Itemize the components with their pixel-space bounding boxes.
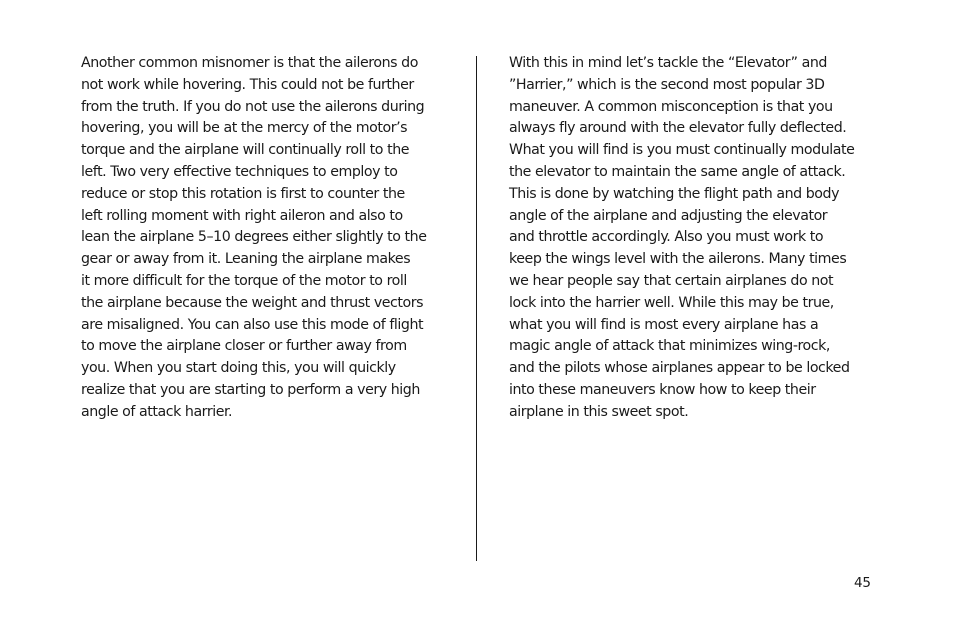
text-line: realize that you are starting to perform a very high — [81, 381, 420, 398]
text-line: angle of attack harrier. — [81, 403, 233, 420]
text-line: With this in mind let’s tackle the “Elevator” and — [509, 55, 827, 71]
text-line: airplane in this sweet spot. — [509, 403, 689, 420]
text-line: to move the airplane closer or further away from — [81, 338, 407, 355]
text-line: left. Two very effective techniques to employ to — [81, 163, 398, 180]
text-line: hovering, you will be at the mercy of the motor’s — [81, 120, 408, 137]
text-line: magic angle of attack that minimizes wing-rock, — [509, 338, 830, 355]
text-line: lean the airplane 5–10 degrees either slightly to the — [81, 229, 427, 246]
text-line: keep the wings level with the ailerons. Many times — [509, 251, 847, 268]
text-line: we hear people say that certain airplanes do not — [509, 272, 834, 289]
left-text-column — [81, 53, 431, 424]
text-line: left rolling moment with right aileron and also to — [81, 207, 403, 224]
text-line: the airplane because the weight and thrust vectors — [81, 294, 424, 311]
text-line: it more difficult for the torque of the motor to roll — [81, 272, 407, 289]
text-line: are misaligned. You can also use this mode of flight — [81, 316, 424, 333]
page-number: 45 — [854, 575, 871, 591]
text-line: maneuver. A common misconception is that you — [509, 98, 833, 115]
text-line: This is done by watching the flight path and body — [509, 185, 840, 202]
text-line: gear or away from it. Leaning the airplane makes — [81, 251, 411, 268]
text-line: what you will find is most every airplane has a — [509, 316, 819, 333]
column-divider — [476, 56, 477, 561]
text-line: torque and the airplane will continually roll to the — [81, 142, 410, 159]
text-line: always fly around with the elevator fully deflected. — [509, 120, 847, 137]
text-line: and throttle accordingly. Also you must work to — [509, 229, 824, 246]
text-line: ”Harrier,” which is the second most popular 3D — [509, 76, 825, 93]
text-line: from the truth. If you do not use the ailerons during — [81, 98, 425, 115]
right-text-column — [509, 53, 859, 424]
text-line: What you will find is you must continually modulate — [509, 142, 855, 159]
text-line: you. When you start doing this, you will quickly — [81, 360, 396, 377]
text-line: the elevator to maintain the same angle of attack. — [509, 163, 846, 180]
text-line: Another common misnomer is that the ailerons do — [81, 55, 418, 71]
text-line: lock into the harrier well. While this may be true, — [509, 294, 834, 311]
text-line: into these maneuvers know how to keep their — [509, 381, 816, 398]
text-line: reduce or stop this rotation is first to counter the — [81, 185, 405, 202]
text-line: angle of the airplane and adjusting the elevator — [509, 207, 828, 224]
text-line: not work while hovering. This could not be further — [81, 76, 414, 93]
text-line: and the pilots whose airplanes appear to be locked — [509, 360, 850, 377]
